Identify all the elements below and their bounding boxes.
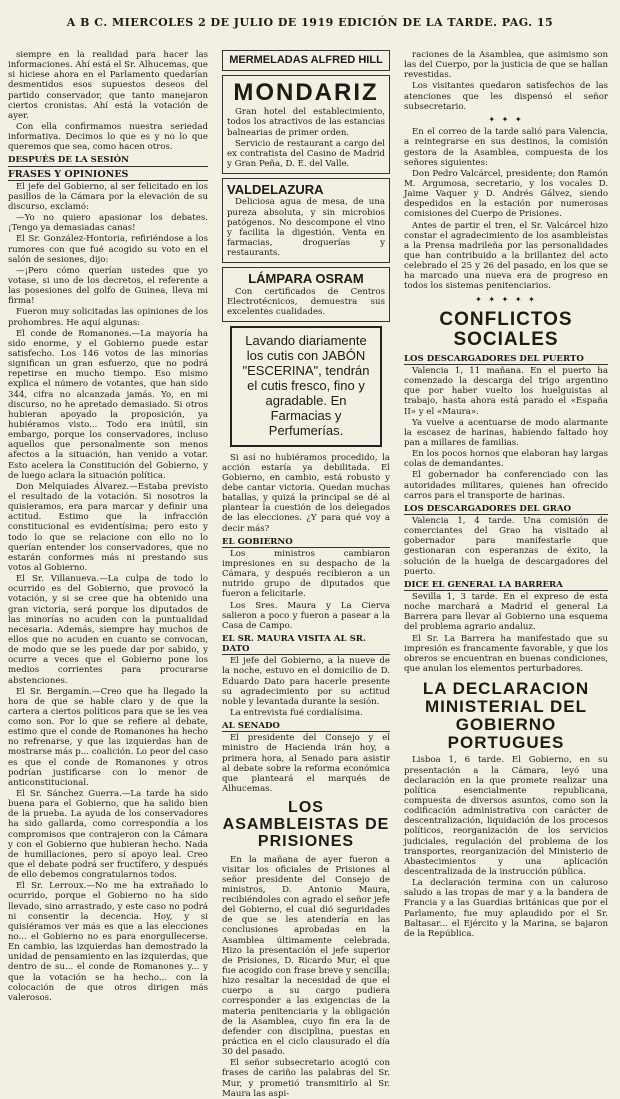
ad-title: MERMELADAS ALFRED HILL — [229, 54, 383, 66]
paragraph: La declaración termina con un caluroso saludo a las tropas de mar y a la bandera de Francia y a las Guardias británicas que por el Parlamento, fue muy aplaudido por el Sr. Baltasar... el Ejército y la Marina, se bajaron de la República. — [404, 878, 608, 939]
headline: CONFLICTOS SOCIALES — [439, 308, 573, 350]
paragraph: Antes de partir el tren, el Sr. Valcárcel hizo constar el agradecimiento de los asambleístas a la Prensa madrileña por las personalidades que han contribuido a la brillantez del acto celebrado el 25 y 26 del pasado, en los que se ha marcado una nueva era de progreso en todos los sistemas penitenciarios. — [404, 220, 608, 292]
section-heading: DICE EL GENERAL LA BARRERA — [404, 580, 608, 591]
advertisement-valdelazura — [222, 178, 390, 263]
ad-title: LÁMPARA OSRAM — [248, 271, 364, 287]
paragraph: El Sr. La Barrera ha manifestado que su impresión es francamente favorable, y que los obreros se encuentran en buenas condiciones, que anulan los elementos perturbadores. — [404, 633, 608, 674]
advertisement-osram — [222, 267, 390, 322]
headline: LOS ASAMBLEISTAS DE PRISIONES — [222, 799, 390, 850]
ad-title: VALDELAZURA — [227, 182, 324, 198]
ad-text: Servicio de restaurant a cargo del ex contratista del Casino de Madrid y Gran Peña, D. E. del Valle. — [227, 138, 385, 169]
paragraph: siempre en la realidad para hacer las informaciones. Ahí está el Sr. Alhucemas, que si hiciese ahora en el Parlamento quedarían desmentidos esos supuestos deseos del partido conservador, que tanto manejaron ciertos cronistas. Ahí está la votación de ayer. — [8, 50, 208, 121]
paragraph: El Sr. Lerroux.—No me ha extrañado lo ocurrido, porque el Gobierno no ha sido llevado, sino arrastrado, y este caso no podrá ni consentir la decencia. Hoy, y si quisiéramos ver más es que a las elecciones no... el Gobierno no es para enorgullecerse. En cambio, las izquierdas han demostrado la unidad de pensamiento en las izquierdas, que dentro de su... el conde de Romanones y... y que la votación se ha hecho... con la colocación de que otros dirigen más valerosos. — [8, 881, 208, 1003]
paragraph: Valencia 1, 4 tarde. Una comisión de comerciantes del Grao ha visitado al gobernador para manifestarle que gestionaran con esperanzas de éxito, la solución de la huelga de descargadores del puerto. — [404, 515, 608, 577]
paragraph: —Yo no quiero apasionar los debates. ¡Tengo ya demasiadas canas! — [8, 213, 208, 234]
paragraph: En la mañana de ayer fueron a visitar los oficiales de Prisiones al señor presidente del Consejo de ministros, D. Antonio Maura, recibiéndoles con agrado el señor jefe del Gobierno, el cual dió seguridades de que se les atendería en las conclusiones aprobadas en la Asamblea últimamente celebrada. Hizo la presentación el jefe superior de Prisiones, D. Ricardo Mur, el que fue acogido con frase breve y sencilla; hizo resaltar la necesidad de que el cuerpo a su cargo pudiera corresponder a las exigencias de la materia penitenciaria y la obligación de la Asamblea, cuyo fin era la de defender con disciplina, puestas en práctica en el ciclo clausurado el día 30 del pasado. — [222, 854, 390, 1058]
page-header: A B C. MIERCOLES 2 DE JULIO DE 1919 EDICIÓN DE LA TARDE. PAG. 15 — [66, 16, 554, 29]
divider-ornament: ✦ ✦ ✦ — [488, 114, 524, 124]
ad-text: Con certificados de Centros Electrotécnicos, demuestra sus excelentes cualidades. — [227, 286, 385, 317]
column-2 — [222, 50, 390, 1099]
paragraph: Si así no hubiéramos procedido, la acción estaría ya debilitada. El Gobierno, en cambio, está robusto y debe cantar victoria. Quedan muchas batallas, y quizá la principal se dé al plantear la cuestión de los delegados de las elecciones. ¿Y para qué voy a decir más? — [222, 452, 390, 534]
paragraph: Fueron muy solicitadas las opiniones de los prohombres. He aquí algunas: — [8, 307, 208, 328]
paragraph: El Sr. Villanueva.—La culpa de todo lo ocurrido es del Gobierno, que provocó la votación, y si se cree que ha obtenido una gran victoria, será porque los diputados de las minorías no acuden con la puntualidad necesaria. Además, siempre hay muchos de ellos que no acuden en cuanto se convocan, de modo que se les puede dar por sabido, y ocurre a veces que el Gobierno pone los medios corrientes para procurarse abstenciones. — [8, 574, 208, 686]
section-heading: LOS DESCARGADORES DEL PUERTO — [404, 354, 608, 365]
paragraph: El jefe del Gobierno, a la nueve de la noche, estuvo en el domicilio de D. Eduardo Dato para hacerle presente su agradecimiento por su actitud noble y levantada durante la sesión. — [222, 656, 390, 707]
paragraph: Los visitantes quedaron satisfechos de las atenciones que les dispensó el señor subsecretario. — [404, 81, 608, 112]
divider-ornament: ✦ ✦ ✦ ✦ ✦ — [475, 294, 537, 304]
paragraph: Sevilla 1, 3 tarde. En el expreso de esta noche marchará a Madrid el general La Barrera para llevar al Gobierno una esquema del problema agrario andaluz. — [404, 591, 608, 633]
paragraph: El Sr. González-Hontoria, refiriéndose a los rumores con que fué acogido su voto en el salón de sesiones, dijo: — [8, 234, 208, 265]
paragraph: Valencia 1, 11 mañana. En el puerto ha comenzado la descarga del trigo argentino que por haber vuelto los huelguistas al trabajo, hasta ahora está parado el «España II» y el «Maura». — [404, 365, 608, 417]
paragraph: Don Pedro Valcárcel, presidente; don Ramón M. Argumosa, secretario, y los vocales D. Jaime Vaquer y D. Andrés Gálvez, siendo despedidos en la estación por numerosas comisiones del Cuerpo de Prisiones. — [404, 168, 608, 220]
column-3 — [404, 50, 608, 939]
paragraph: raciones de la Asamblea, que asimismo son las del Cuerpo, por la justicia de que se hallan revestidas. — [404, 50, 608, 81]
paragraph: El Sr. Sánchez Guerra.—La tarde ha sido buena para el Gobierno, que ha salido bien de la prueba. La ayuda de los conservadores ha sido gallarda, como correspondía a los compromisos que contrajeron con la Cámara y con el Gobierno que hubieran hecho. Nada de humillaciones, pero sí apoyo leal. Creo que el debate podrá ser fructífero, y después de ello debemos congratularnos todos. — [8, 789, 208, 881]
paragraph: El Sr. Bergamín.—Creo que ha llegado la hora de que se hable claro y de que la cartera a ciertos políticos para que se les vea como son. Por lo que se refiere al debate, estimo que el conde de Romanones ha hecho no refrenarse, y que las izquierdas han de mostrarse más p... coalición. Lo peor del caso es que el conde de Romanones y otros podrían justificarse con lo menor de anticonstitucional. — [8, 686, 208, 788]
paragraph: Los Sres. Maura y La Cierva salieron a poco y fueron a pasear a la Casa de Campo. — [222, 600, 390, 631]
column-1 — [8, 50, 208, 1003]
ad-text: Gran hotel del establecimiento, todos los atractivos de las estancias balnearias de primer orden. — [227, 107, 385, 138]
paragraph: Ya vuelve a acentuarse de modo alarmante la escasez de harinas, habiendo faltado hoy pan a millares de familias. — [404, 417, 608, 448]
paragraph: Los ministros cambiaron impresiones en su despacho de la Cámara, y después recibieron a un nutrido grupo de diputados que fueron a felicitarle. — [222, 548, 390, 600]
paragraph: En los pocos hornos que elaboran hay largas colas de demandantes. — [404, 449, 608, 470]
section-heading: EL SR. MAURA VISITA AL SR. DATO — [222, 634, 390, 655]
paragraph: El señor subsecretario acogió con frases de cariño las palabras del Sr. Mur, y prometió transmitirlo al Sr. Maura las aspi- — [222, 1058, 390, 1099]
ad-title: MONDARIZ — [233, 78, 379, 106]
advertisement-mermeladas — [222, 50, 390, 71]
paragraph: El gobernador ha conferenciado con las autoridades militares, quienes han ofrecido carros para el transporte de harinas. — [404, 470, 608, 501]
paragraph: El presidente del Consejo y el ministro de Hacienda irán hoy, a primera hora, al Senado para asistir al debate sobre la reforma económica que planteará el marqués de Alhucemas. — [222, 733, 390, 794]
paragraph: —¡Pero cómo querían ustedes que yo votase, si uno de los decretos, el referente a las posesiones del golfo de Guinea, lleva mi firma! — [8, 265, 208, 307]
paragraph: El jefe del Gobierno, al ser felicitado en los pasillos de la Cámara por la elevación de su discurso, exclamó: — [8, 181, 208, 213]
paragraph: Don Melquiades Álvarez.—Estaba previsto el resultado de la votación. Si nosotros la quisieramos, era para marcar y definir una actitud. Estimo que la infracción constitucional es evidentísima; pero esto y todo lo que se relacione con ello no lo querían entender los conservadores, que no estarán conformes más ni prestando sus votos al Gobierno. — [8, 481, 208, 573]
advertisement-mondariz — [222, 75, 390, 174]
paragraph: La entrevista fué cordialísima. — [230, 707, 363, 718]
ad-text: Deliciosa agua de mesa, de una pureza absoluta, y sin microbios patógenos. No descompone el vino y facilita la digestión. Venta en farmacias, droguerías y restaurants. — [227, 197, 385, 259]
paragraph: Con ella confirmamos nuestra seriedad informativa. Decimos lo que es y no lo que queremos que sea, como hacen otros. — [8, 121, 208, 153]
section-heading: DESPUÉS DE LA SESIÓN — [8, 155, 208, 166]
headline: LA DECLARACION MINISTERIAL DEL GOBIERNO PORTUGUES — [422, 679, 590, 752]
section-heading: LOS DESCARGADORES DEL GRAO — [404, 504, 608, 515]
paragraph: Lisboa 1, 6 tarde. El Gobierno, en su presentación a la Cámara, leyó una declaración en la que promete realizar una política esencialmente republicana, compuesta de diversos asuntos, como son la codificación administrativa con carácter de descentralización, liquidación de los procesos políticos, reorganización de los servicios judiciales, regulación del problema de los transportes, reorganización del Ministerio de Abastecimientos y una aplicación descentralizada de la instrucción pública. — [404, 755, 608, 877]
section-heading: AL SENADO — [222, 721, 390, 732]
paragraph: En el correo de la tarde salió para Valencia, a reintegrarse en sus destinos, la comisión gestora de la Asamblea, compuesta de los señores siguientes: — [404, 127, 608, 168]
advertisement-jabon: Lavando diariamente los cutis con JABÓN "ESCERINA", tendrán el cutis fresco, fino y agradable. En Farmacias y Perfumerías. — [230, 326, 382, 447]
paragraph: El conde de Romanones.—La mayoría ha sido enorme, y el Gobierno puede estar satisfecho. Los 146 votos de las minorías significan un gran esfuerzo, que no podrá repetirse en mucho tiempo. Eso mismo explica el número de votantes, que han sido 344, cifra no alcanzada jamás. Yo, en mi discurso, no he apretado demasiado. Si otros hubieran apoyado la proposición, ya hubiéramos visto... Todo era inútil, sin embargo, porque los conservadores, incluso aquellos que personalmente son menos afectos a la situación, han venido a votar. Esto acelera la Constitución del Gobierno, y de luego aclara la situación política. — [8, 328, 208, 481]
section-heading: FRASES Y OPINIONES — [8, 169, 208, 181]
section-heading: EL GOBIERNO — [222, 537, 390, 548]
